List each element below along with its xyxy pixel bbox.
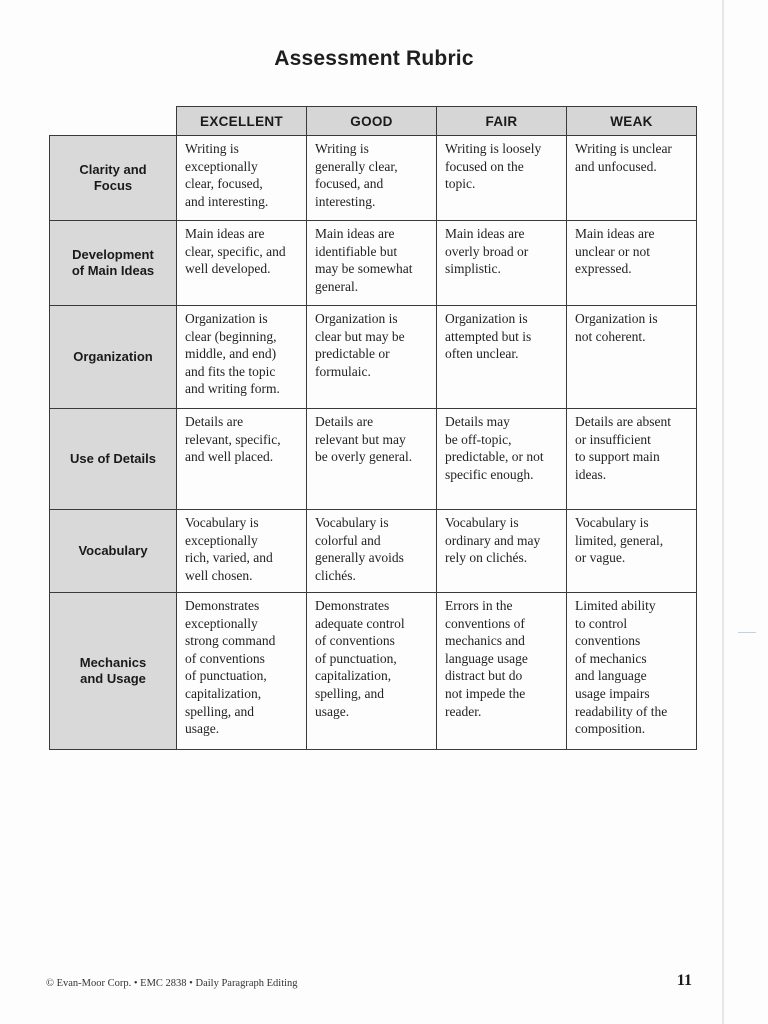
- cell-text: Demonstrates adequate control of conventions of punctuation, capitalization, spelling, and usage.: [315, 598, 405, 719]
- table-cell: [307, 221, 437, 306]
- table-cell: [437, 136, 567, 221]
- cell-text: Writing is loosely focused on the topic.: [445, 141, 542, 192]
- cell-text: Main ideas are clear, specific, and well developed.: [185, 226, 286, 277]
- row-header: [50, 593, 177, 750]
- row-label: Clarity and Focus: [79, 162, 147, 193]
- cell-text: Vocabulary is limited, general, or vague.: [575, 515, 664, 566]
- row-header: [50, 510, 177, 593]
- cell-text: Organization is attempted but is often unclear.: [445, 311, 532, 362]
- cell-text: Vocabulary is colorful and generally avoids clichés.: [315, 515, 404, 583]
- table-cell: [307, 306, 437, 409]
- table-cell: [177, 221, 307, 306]
- row-label: Vocabulary: [78, 543, 148, 558]
- cell-text: Writing is exceptionally clear, focused, and interesting.: [185, 141, 269, 209]
- page-number: 11: [676, 972, 692, 989]
- footer-copyright: © Evan-Moor Corp. • EMC 2838 • Daily Paragraph Editing: [46, 978, 298, 989]
- row-header: [50, 409, 177, 510]
- table-cell: [567, 306, 697, 409]
- table-cell: [177, 136, 307, 221]
- table-cell: [437, 409, 567, 510]
- cell-text: Details are relevant, specific, and well placed.: [185, 414, 281, 465]
- page-edge: [722, 0, 724, 1024]
- table-cell: [307, 409, 437, 510]
- table-cell: [437, 221, 567, 306]
- cell-text: Details are relevant but may be overly general.: [315, 414, 413, 465]
- row-label: Mechanics and Usage: [79, 655, 147, 686]
- table-cell: [567, 221, 697, 306]
- table-row: [50, 510, 697, 593]
- rubric-table: [49, 106, 697, 750]
- table-cell: [567, 409, 697, 510]
- cell-text: Demonstrates exceptionally strong command of conventions of punctuation, capitalization, spelling, and usage.: [185, 598, 276, 737]
- level-header-weak: WEAK: [567, 107, 697, 136]
- table-cell: [307, 510, 437, 593]
- table-row: [50, 306, 697, 409]
- table-row: [50, 136, 697, 221]
- level-header-excellent: EXCELLENT: [177, 107, 307, 136]
- table-cell: [567, 593, 697, 750]
- table-cell: [177, 409, 307, 510]
- cell-text: Details are absent or insufficient to support main ideas.: [575, 414, 671, 482]
- row-header: [50, 136, 177, 221]
- cell-text: Organization is clear but may be predictable or formulaic.: [315, 311, 405, 379]
- header-row: [50, 107, 697, 136]
- cell-text: Organization is clear (beginning, middle, and end) and fits the topic and writing form.: [185, 311, 280, 397]
- row-label: Organization: [73, 349, 153, 364]
- table-cell: [177, 306, 307, 409]
- row-header: [50, 221, 177, 306]
- table-row: [50, 221, 697, 306]
- cell-text: Writing is unclear and unfocused.: [575, 141, 672, 174]
- table-cell: [307, 593, 437, 750]
- row-label: Development of Main Ideas: [71, 247, 155, 278]
- row-label: Use of Details: [70, 451, 156, 466]
- cell-text: Main ideas are overly broad or simplistic.: [445, 226, 529, 277]
- cell-text: Main ideas are identifiable but may be somewhat general.: [315, 226, 413, 294]
- table-cell: [567, 510, 697, 593]
- cell-text: Errors in the conventions of mechanics and language usage distract but do not impede the reader.: [445, 598, 528, 719]
- cell-text: Main ideas are unclear or not expressed.: [575, 226, 655, 277]
- table-row: [50, 409, 697, 510]
- row-header: [50, 306, 177, 409]
- table-cell: [437, 510, 567, 593]
- cell-text: Vocabulary is exceptionally rich, varied, and well chosen.: [185, 515, 273, 583]
- table-cell: [177, 510, 307, 593]
- table-cell: [437, 593, 567, 750]
- cell-text: Vocabulary is ordinary and may rely on clichés.: [445, 515, 541, 566]
- level-header-fair: FAIR: [437, 107, 567, 136]
- level-header-good: GOOD: [307, 107, 437, 136]
- cell-text: Organization is not coherent.: [575, 311, 658, 344]
- table-cell: [437, 306, 567, 409]
- corner-cell: [50, 107, 177, 136]
- cell-text: Details may be off-topic, predictable, or not specific enough.: [445, 414, 544, 482]
- table-cell: [567, 136, 697, 221]
- table-row: [50, 593, 697, 750]
- table-cell: [307, 136, 437, 221]
- margin-mark: [738, 632, 756, 633]
- cell-text: Limited ability to control conventions of mechanics and language usage impairs readability of the composition.: [575, 598, 668, 737]
- cell-text: Writing is generally clear, focused, and interesting.: [315, 141, 398, 209]
- table-cell: [177, 593, 307, 750]
- page-title: Assessment Rubric: [274, 47, 474, 70]
